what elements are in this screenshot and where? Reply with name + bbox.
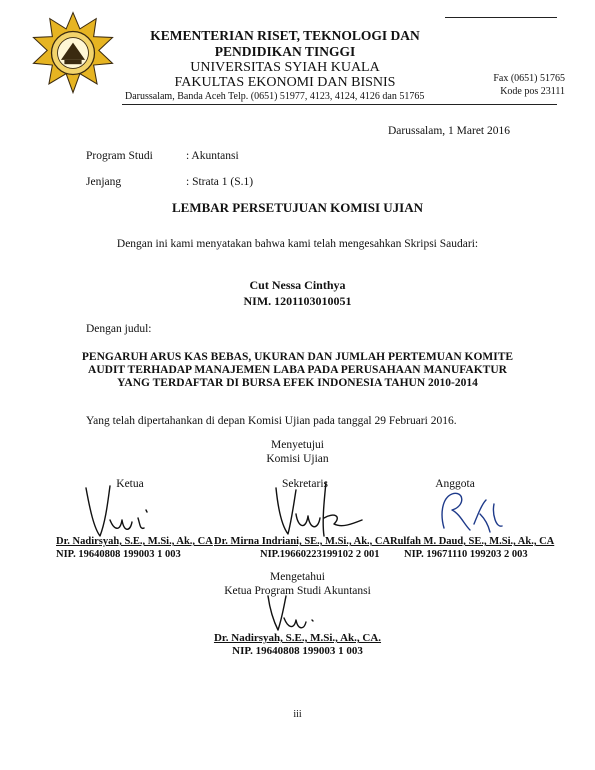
letter-date: Darussalam, 1 Maret 2016 [388, 125, 510, 137]
role-anggota: Anggota [435, 478, 475, 490]
field-value-program: : Akuntansi [186, 150, 239, 162]
field-label-level: Jenjang [86, 176, 122, 188]
university-seal-icon [30, 10, 116, 96]
letterhead-address: Darussalam, Banda Aceh Telp. (0651) 51977, 4123, 4124, 4126 dan 51765 [125, 91, 425, 102]
field-label-program: Program Studi [86, 150, 153, 162]
letterhead-top-rule [445, 17, 557, 18]
thesis-title-line-2: AUDIT TERHADAP MANAJEMEN LABA PADA PERUSAHAAN MANUFAKTUR [88, 364, 507, 376]
signature-anggota-icon [430, 484, 520, 540]
signatory-name-anggota: Rulfah M. Daud, SE., M.Si., Ak., CA [390, 536, 555, 547]
thesis-title-line-1: PENGARUH ARUS KAS BEBAS, UKURAN DAN JUMLAH PERTEMUAN KOMITE [81, 351, 514, 363]
signatory-nip-sekretaris: NIP.19660223199102 2 001 [260, 549, 380, 560]
letterhead-fax: Fax (0651) 51765 [493, 73, 565, 84]
letterhead-faculty: FAKULTAS EKONOMI DAN BISNIS [174, 75, 396, 90]
acknowledge-line-2: Ketua Program Studi Akuntansi [224, 585, 371, 597]
kaprodi-nip: NIP. 19640808 199003 1 003 [232, 645, 363, 657]
field-value-level: : Strata 1 (S.1) [186, 176, 254, 188]
letterhead-ministry-2: PENDIDIKAN TINGGI [214, 44, 356, 59]
student-name: Cut Nessa Cinthya [249, 278, 346, 292]
letterhead-postcode: Kode pos 23111 [500, 86, 565, 97]
signatory-nip-ketua: NIP. 19640808 199003 1 003 [56, 549, 181, 560]
thesis-title-line-3: YANG TERDAFTAR DI BURSA EFEK INDONESIA TAHUN 2010-2014 [117, 377, 478, 389]
intro-text: Dengan ini kami menyatakan bahwa kami telah mengesahkan Skripsi Saudari: [116, 238, 479, 250]
signature-kaprodi-icon [258, 590, 338, 635]
letterhead-ministry: KEMENTERIAN RISET, TEKNOLOGI DAN [150, 28, 420, 43]
signatory-name-sekretaris: Dr. Mirna Indriani, SE., M.Si., Ak., CA [214, 536, 391, 547]
acknowledge-line-1: Mengetahui [270, 571, 325, 583]
approval-line-2: Komisi Ujian [266, 453, 329, 465]
letterhead-rule [122, 104, 557, 105]
judul-label: Dengan judul: [86, 323, 152, 335]
document-title: LEMBAR PERSETUJUAN KOMISI UJIAN [172, 200, 423, 215]
role-ketua: Ketua [116, 478, 144, 490]
role-sekretaris: Sekretaris [282, 478, 328, 490]
signature-sekretaris-icon [262, 478, 372, 540]
approval-line-1: Menyetujui [270, 439, 325, 451]
letterhead-university: UNIVERSITAS SYIAH KUALA [190, 60, 380, 75]
page-number: iii [293, 709, 302, 720]
student-nim: NIM. 1201103010051 [243, 294, 352, 308]
defense-statement: Yang telah dipertahankan di depan Komisi Ujian pada tanggal 29 Februari 2016. [86, 415, 457, 427]
signatory-name-ketua: Dr. Nadirsyah, S.E., M.Si., Ak., CA [56, 536, 213, 547]
signature-ketua-icon [80, 480, 170, 540]
signatory-nip-anggota: NIP. 19671110 199203 2 003 [404, 549, 528, 560]
kaprodi-name: Dr. Nadirsyah, S.E., M.Si., Ak., CA. [213, 632, 382, 644]
